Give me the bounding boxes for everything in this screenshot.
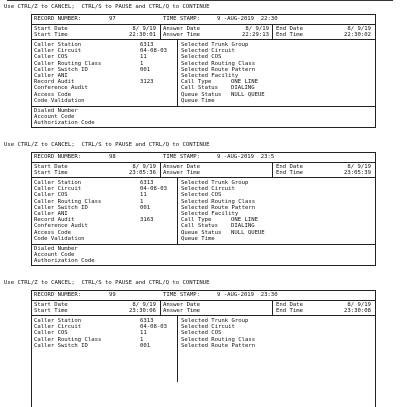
record-dates: [32, 25, 375, 40]
end-date-label: End Date: [276, 26, 303, 32]
ctrl-instruction-2: Use CTRL/Z to CANCEL; CTRL/S to PAUSE and CTRL/Q to CONTINUE: [4, 142, 210, 148]
field-label: Selected Circuit: [181, 48, 235, 55]
call-status: DIALING: [231, 223, 255, 230]
end-time-label: End Time: [276, 170, 303, 177]
field-value: 3163: [140, 217, 154, 224]
field-value: 11: [140, 54, 147, 61]
record-dates: [32, 163, 375, 178]
record-footer: [32, 107, 375, 127]
field-label: Selected Circuit: [181, 324, 235, 331]
field-value: 04-08-03: [140, 48, 167, 55]
end-time: 23:05:39: [344, 170, 371, 177]
field-label: Selected Routing Class: [181, 336, 256, 343]
end-time: 23:30:08: [344, 308, 371, 315]
end-date-label: End Date: [276, 302, 303, 308]
field-label: Caller Routing Class: [34, 198, 102, 205]
field-label: Selected Trunk Group: [181, 318, 249, 324]
authorization-code-label: Authorization Code: [34, 258, 95, 265]
record-header: [32, 291, 375, 301]
field-value: 1: [140, 60, 144, 67]
field-label: Selected Route Pattern: [181, 342, 256, 349]
record-fields: [32, 178, 375, 245]
field-label: Selected Facility: [181, 210, 239, 217]
field-label: Selected Circuit: [181, 186, 235, 193]
field-label: Caller Station: [34, 180, 82, 186]
record-fields: [32, 316, 375, 382]
time-stamp: 9 -AUG-2019 23:5: [217, 154, 275, 160]
record-number-label: RECORD NUMBER:: [34, 16, 82, 22]
field-label: Queue Time: [181, 97, 215, 104]
field-label: Caller Switch ID: [34, 342, 88, 349]
call-type: ONE LINE: [231, 79, 258, 86]
field-label: Queue Status: [181, 229, 222, 236]
field-label: Access Code: [34, 229, 72, 236]
field-value: 1: [140, 336, 144, 343]
field-label: Caller Routing Class: [34, 60, 102, 67]
field-label: Selected Route Pattern: [181, 204, 256, 211]
field-label: Caller ANI: [34, 72, 68, 79]
call-record-97: [31, 14, 376, 128]
field-value: 04-08-03: [140, 186, 167, 193]
record-fields: [32, 40, 375, 107]
field-label: Call Status: [181, 223, 219, 230]
field-label: Queue Status: [181, 91, 222, 98]
start-date: 8/ 9/19: [132, 164, 156, 170]
field-label: Caller Circuit: [34, 186, 82, 193]
field-value: 6313: [140, 42, 154, 48]
end-time-label: End Time: [276, 308, 303, 315]
field-label: Caller Circuit: [34, 48, 82, 55]
field-label: Call Status: [181, 85, 219, 92]
field-label: Code Validation: [34, 97, 85, 104]
time-stamp: 9 -AUG-2019 23:30: [217, 292, 278, 298]
field-value: 11: [140, 192, 147, 199]
field-label: Access Code: [34, 91, 72, 98]
answer-date-label: Answer Date: [163, 26, 201, 32]
start-time: 23:05:36: [129, 170, 156, 177]
start-date-label: Start Date: [34, 302, 68, 308]
field-label: Selected COS: [181, 54, 222, 61]
field-value: 11: [140, 330, 147, 337]
start-time-label: Start Time: [34, 170, 68, 177]
start-date-label: Start Date: [34, 26, 68, 32]
call-record-98: [31, 152, 376, 266]
time-stamp-label: TIME STAMP:: [163, 292, 201, 298]
record-footer: [32, 245, 375, 265]
field-value: 3123: [140, 79, 154, 86]
field-label: Record Audit: [34, 79, 75, 86]
queue-status: NULL QUEUE: [231, 229, 265, 236]
field-label: Selected COS: [181, 330, 222, 337]
start-time-label: Start Time: [34, 308, 68, 315]
start-time-label: Start Time: [34, 32, 68, 39]
dialed-number-label: Dialed Number: [34, 108, 78, 114]
ctrl-instruction-1: Use CTRL/Z to CANCEL; CTRL/S to PAUSE and CTRL/Q to CONTINUE: [4, 4, 210, 10]
field-value: 04-08-03: [140, 324, 167, 331]
queue-status: NULL QUEUE: [231, 91, 265, 98]
record-number-label: RECORD NUMBER:: [34, 292, 82, 298]
end-date: 8/ 9/19: [347, 302, 371, 308]
field-value: 6313: [140, 180, 154, 186]
end-time-label: End Time: [276, 32, 303, 39]
account-code-label: Account Code: [34, 114, 75, 121]
field-value: 001: [140, 204, 151, 211]
field-label: Call Type: [181, 217, 212, 224]
time-stamp: 9 -AUG-2019 22:30: [217, 16, 278, 22]
field-value: 1: [140, 198, 144, 205]
end-date: 8/ 9/19: [347, 26, 371, 32]
answer-time-label: Answer Time: [163, 170, 201, 177]
field-label: Code Validation: [34, 235, 85, 242]
field-value: 6313: [140, 318, 154, 324]
field-label: Conference Audit: [34, 85, 88, 92]
record-number: 98: [109, 154, 116, 160]
field-label: Selected Route Pattern: [181, 66, 256, 73]
field-label: Conference Audit: [34, 223, 88, 230]
ctrl-instruction-3: Use CTRL/Z to CANCEL; CTRL/S to PAUSE and CTRL/Q to CONTINUE: [4, 280, 210, 286]
record-header: [32, 153, 375, 163]
end-date-label: End Date: [276, 164, 303, 170]
field-label: Selected Trunk Group: [181, 180, 249, 186]
field-label: Caller Circuit: [34, 324, 82, 331]
field-label: Selected Facility: [181, 72, 239, 79]
field-label: Caller Station: [34, 318, 82, 324]
end-time: 22:30:02: [344, 32, 371, 39]
field-value: 001: [140, 66, 151, 73]
answer-time-label: Answer Time: [163, 32, 201, 39]
start-time: 22:30:01: [129, 32, 156, 39]
top-rule: [7, 0, 393, 3]
field-label: Record Audit: [34, 217, 75, 224]
field-label: Selected Routing Class: [181, 60, 256, 67]
authorization-code-label: Authorization Code: [34, 120, 95, 127]
record-dates: [32, 301, 375, 316]
record-header: [32, 15, 375, 25]
end-date: 8/ 9/19: [347, 164, 371, 170]
field-label: Caller Routing Class: [34, 336, 102, 343]
field-value: 001: [140, 342, 151, 349]
field-label: Call Type: [181, 79, 212, 86]
answer-date-label: Answer Date: [163, 302, 201, 308]
field-label: Caller ANI: [34, 210, 68, 217]
field-label: Queue Time: [181, 235, 215, 242]
call-record-99: [31, 290, 376, 407]
account-code-label: Account Code: [34, 252, 75, 259]
answer-time-label: Answer Time: [163, 308, 201, 315]
time-stamp-label: TIME STAMP:: [163, 154, 201, 160]
time-stamp-label: TIME STAMP:: [163, 16, 201, 22]
field-label: Caller COS: [34, 192, 68, 199]
field-label: Selected Trunk Group: [181, 42, 249, 48]
call-type: ONE LINE: [231, 217, 258, 224]
call-status: DIALING: [231, 85, 255, 92]
field-label: Caller Switch ID: [34, 66, 88, 73]
answer-time: 22:29:13: [242, 32, 269, 39]
start-date-label: Start Date: [34, 164, 68, 170]
field-label: Caller Switch ID: [34, 204, 88, 211]
answer-date-label: Answer Date: [163, 164, 201, 170]
field-label: Caller Station: [34, 42, 82, 48]
field-label: Selected COS: [181, 192, 222, 199]
field-label: Caller COS: [34, 330, 68, 337]
record-number: 97: [109, 16, 116, 22]
field-label: Caller COS: [34, 54, 68, 61]
dialed-number-label: Dialed Number: [34, 246, 78, 252]
start-date: 8/ 9/19: [132, 302, 156, 308]
start-date: 8/ 9/19: [132, 26, 156, 32]
start-time: 23:30:06: [129, 308, 156, 315]
record-number-label: RECORD NUMBER:: [34, 154, 82, 160]
field-label: Selected Routing Class: [181, 198, 256, 205]
record-number: 99: [109, 292, 116, 298]
answer-date: 8/ 9/19: [245, 26, 269, 32]
